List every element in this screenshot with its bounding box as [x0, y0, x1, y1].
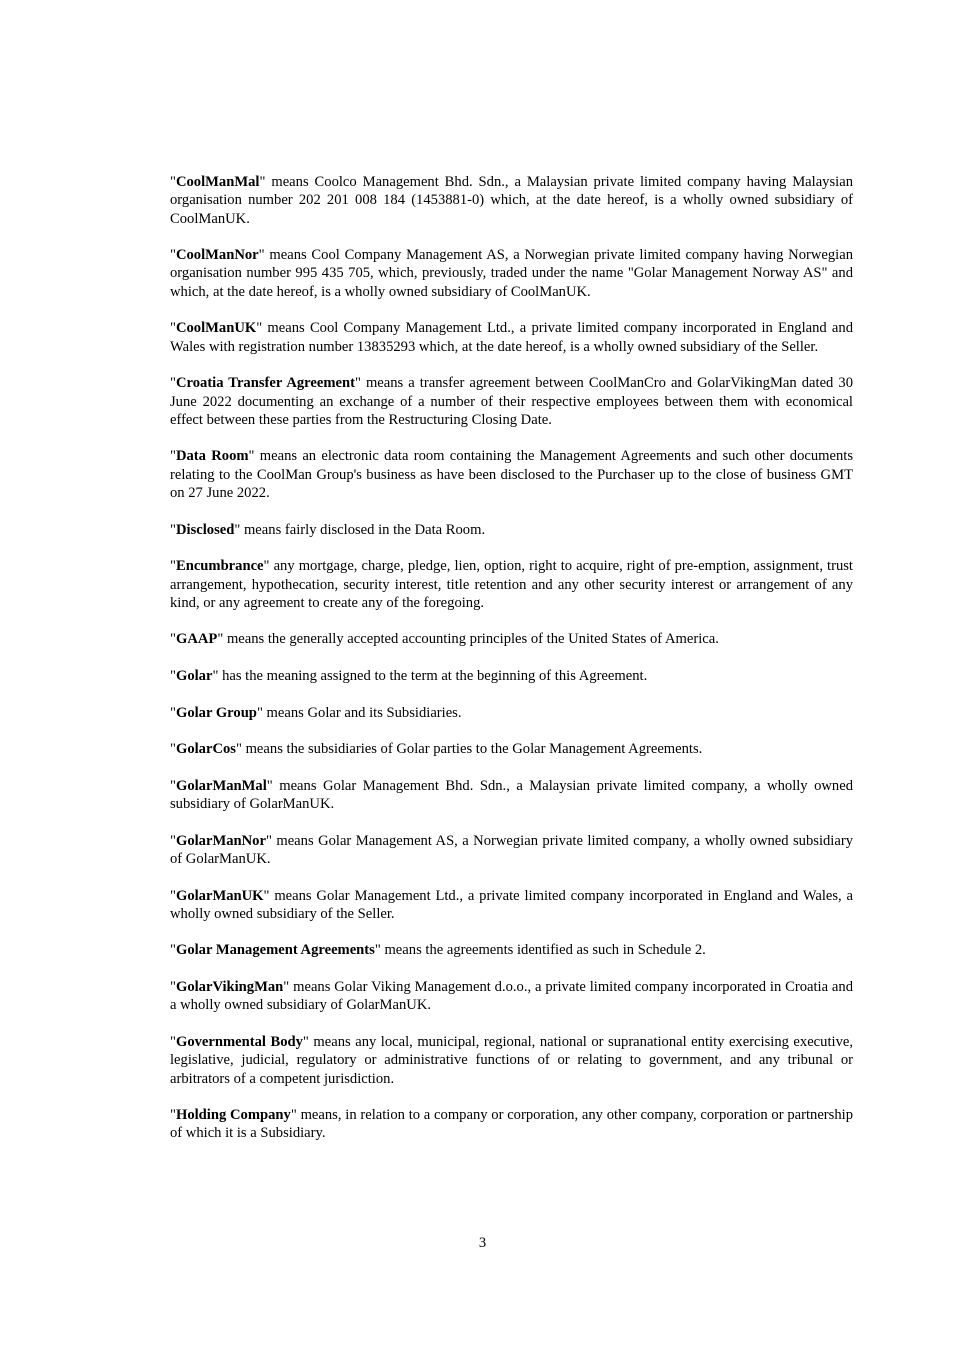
definition-text: means Golar Viking Management d.o.o., a private limited company incorporated in Croatia and a wholly owned subsidiary of GolarManUK. — [170, 979, 853, 1014]
definition-text: any mortgage, charge, pledge, lien, option, right to acquire, right of pre-emption, assignment, trust arrangement, hypothecation, security interest, title retention and any other security interest or arrangement of any kind, or any agreement to create any of the foregoing. — [170, 558, 853, 611]
definition-paragraph: "GolarCos" means the subsidiaries of Golar parties to the Golar Management Agreements. — [170, 741, 703, 758]
definition-text: has the meaning assigned to the term at the beginning of this Agreement. — [218, 668, 648, 685]
defined-term: CoolManMal — [175, 174, 260, 190]
defined-term: Golar — [175, 668, 213, 685]
definition-paragraph: "Golar Management Agreements" means the agreements identified as such in Schedule 2. — [170, 942, 706, 959]
defined-term: GolarManNor — [175, 832, 266, 849]
definition-text: means Cool Company Management Ltd., a private limited company incorporated in England and Wales with registration number 13835293 which, at the date hereof, is a wholly owned subsidiary of the Seller. — [170, 320, 853, 355]
definition-text: means fairly disclosed in the Data Room. — [240, 521, 486, 538]
defined-term: Croatia Transfer Agreement — [175, 375, 355, 392]
definition-text: means an electronic data room containing the Management Agreements and such other documents relating to the CoolMan Group's business as have been disclosed to the Purchaser up to the close of business GMT on 27 June 2022. — [170, 448, 854, 502]
definition-paragraph: "Croatia Transfer Agreement" means a transfer agreement between CoolManCro and GolarVikingMan dated 30 June 2022 documenting an exchange of a number of their respective employees between them with economical effect between these parties from the Restructuring Closing Date. — [170, 375, 853, 428]
definition-paragraph: "GolarManNor" means Golar Management AS, a Norwegian private limited company, a wholly owned subsidiary of GolarManUK. — [170, 832, 853, 867]
definition-text: means the generally accepted accounting principles of the United States of America. — [223, 631, 719, 648]
defined-term: CoolManNor — [175, 247, 259, 264]
definition-paragraph: "CoolManMal" means Coolco Management Bhd. Sdn., a Malaysian private limited company having Malaysian organisation number 202 201 008 184 (1453881-0) which, at the date hereof, is a wholly owned subsidiary of CoolManUK. — [170, 174, 853, 227]
defined-term: GAAP — [175, 631, 218, 648]
definition-text: means Golar Management Ltd., a private limited company incorporated in England and Wales, a wholly owned subsidiary of the Seller. — [170, 887, 853, 922]
definition-text: means Golar Management Bhd. Sdn., a Malaysian private limited company, a wholly owned subsidiary of GolarManUK. — [170, 777, 853, 813]
page-number: 3 — [478, 1235, 487, 1251]
defined-term: GolarCos — [175, 741, 236, 758]
defined-term: CoolManUK — [175, 320, 257, 337]
definition-text: means the agreements identified as such in Schedule 2. — [380, 942, 706, 959]
defined-term: Encumbrance — [175, 558, 264, 575]
defined-term: Holding Company — [175, 1107, 291, 1124]
defined-term: Golar Group — [175, 704, 257, 721]
defined-term: Disclosed — [175, 521, 235, 538]
definitions-list — [170, 173, 853, 1161]
definition-paragraph: "Golar" has the meaning assigned to the term at the beginning of this Agreement. — [170, 668, 648, 685]
definition-paragraph: "Disclosed" means fairly disclosed in the Data Room. — [170, 521, 486, 538]
definition-paragraph: "CoolManUK" means Cool Company Management Ltd., a private limited company incorporated in England and Wales with registration number 13835293 which, at the date hereof, is a wholly owned subsidiary of the Seller. — [170, 320, 853, 355]
definition-text: means, in relation to a company or corporation, any other company, corporation or partnership of which it is a Subsidiary. — [170, 1107, 853, 1142]
defined-term: Data Room — [175, 448, 249, 465]
definition-paragraph: "Golar Group" means Golar and its Subsidiaries. — [170, 704, 462, 721]
definition-text: means Cool Company Management AS, a Norwegian private limited company having Norwegian organisation number 995 435 705, which, previously, traded under the name "Golar Management Norway AS" and which, at the date hereof, is a wholly owned subsidiary of CoolManUK. — [170, 247, 853, 300]
definition-text: means any local, municipal, regional, national or supranational entity exercising executive, legislative, judicial, regulatory or administrative functions of or relating to government, and any tribunal or arbitrators of a competent jurisdiction. — [170, 1033, 853, 1087]
definition-paragraph: "Governmental Body" means any local, municipal, regional, national or supranational entity exercising executive, legislative, judicial, regulatory or administrative functions of or relating to government, and any tribunal or arbitrators of a competent jurisdiction. — [170, 1033, 853, 1087]
definition-text: means Golar and its Subsidiaries. — [262, 704, 462, 721]
definition-paragraph: "GolarManMal" means Golar Management Bhd. Sdn., a Malaysian private limited company, a wholly owned subsidiary of GolarManUK. — [170, 777, 853, 813]
defined-term: GolarManUK — [175, 887, 264, 904]
definition-paragraph: "CoolManNor" means Cool Company Management AS, a Norwegian private limited company having Norwegian organisation number 995 435 705, which, previously, traded under the name "Golar Management Norway AS" and which, at the date hereof, is a wholly owned subsidiary of CoolManUK. — [170, 247, 853, 300]
definition-text: means Coolco Management Bhd. Sdn., a Malaysian private limited company having Malaysian organisation number 202 201 008 184 (1453881-0) which, at the date hereof, is a wholly owned subsidiary of CoolManUK. — [170, 174, 853, 227]
definition-paragraph: "GolarManUK" means Golar Management Ltd., a private limited company incorporated in England and Wales, a wholly owned subsidiary of the Seller. — [170, 887, 853, 922]
definition-paragraph: "GAAP" means the generally accepted accounting principles of the United States of America. — [170, 631, 719, 648]
defined-term: GolarManMal — [175, 777, 267, 794]
definition-paragraph: "Data Room" means an electronic data room containing the Management Agreements and such other documents relating to the CoolMan Group's business as have been disclosed to the Purchaser up to the close of business GMT on 27 June 2022. — [170, 448, 854, 502]
defined-term: Golar Management Agreements — [175, 942, 375, 959]
definition-text: means a transfer agreement between CoolManCro and GolarVikingMan dated 30 June 2022 documenting an exchange of a number of their respective employees between them with economical effect between these parties from the Restructuring Closing Date. — [170, 375, 853, 428]
definition-paragraph: "GolarVikingMan" means Golar Viking Management d.o.o., a private limited company incorporated in Croatia and a wholly owned subsidiary of GolarManUK. — [170, 979, 853, 1014]
defined-term: Governmental Body — [175, 1033, 303, 1050]
definition-paragraph: "Encumbrance" any mortgage, charge, pledge, lien, option, right to acquire, right of pre-emption, assignment, trust arrangement, hypothecation, security interest, title retention and any other security interest or arrangement of any kind, or any agreement to create any of the foregoing. — [170, 558, 853, 611]
definition-paragraph: "Holding Company" means, in relation to a company or corporation, any other company, corporation or partnership of which it is a Subsidiary. — [170, 1107, 853, 1142]
definition-text: means Golar Management AS, a Norwegian private limited company, a wholly owned subsidiary of GolarManUK. — [170, 832, 853, 867]
definition-text: means the subsidiaries of Golar parties to the Golar Management Agreements. — [241, 741, 703, 758]
defined-term: GolarVikingMan — [175, 979, 284, 996]
